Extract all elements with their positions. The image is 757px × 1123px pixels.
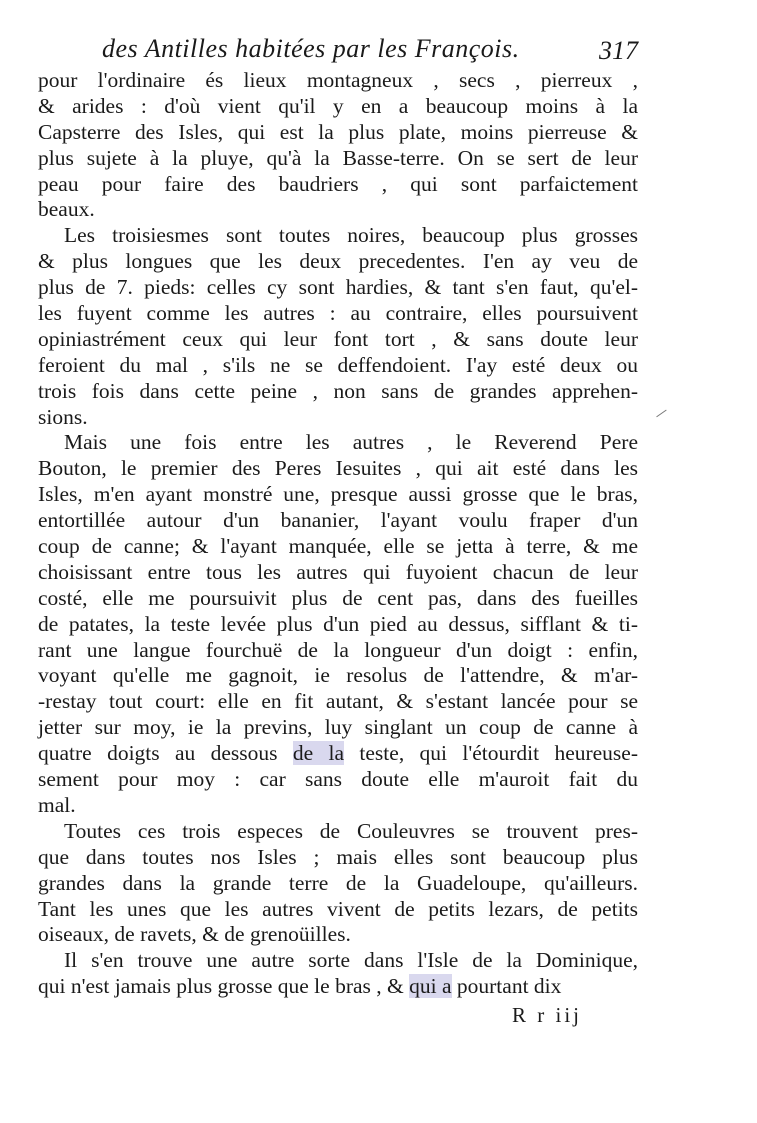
page-number: 317: [599, 36, 638, 65]
text-block: [38, 26, 638, 1000]
body-text: [38, 68, 638, 1000]
text-line: voyant qu'elle me gagnoit, ie resolus de l'attendre, & m'ar-: [38, 663, 638, 688]
text-line: Isles, m'en ayant monstré une, presque aussi grosse que le bras,: [38, 482, 638, 507]
text-line: de patates, la teste levée plus d'un pied au dessus, sifflant & ti-: [38, 611, 638, 636]
text-line: -restay tout court: elle en fit autant, & s'estant lancée pour se: [38, 689, 638, 714]
text-line: que dans toutes nos Isles ; mais elles sont beaucoup plus: [38, 844, 638, 869]
text-line: & arides : d'où vient qu'il y en a beaucoup moins à la: [38, 93, 638, 118]
text-line: sions.: [38, 404, 88, 429]
paragraph: [38, 948, 638, 1000]
paragraph: [38, 223, 638, 430]
text-line: peau pour faire des baudriers , qui sont parfaictement: [38, 171, 638, 196]
paragraph: [38, 430, 638, 818]
line-segment: qui n'est jamais plus grosse que le bras , &: [38, 974, 410, 999]
running-head: des Antilles habitées par les François.: [102, 34, 520, 63]
text-line: Il s'en trouve une autre sorte dans l'Isle de la Dominique,: [64, 948, 638, 973]
text-line: mal.: [38, 792, 76, 817]
text-line: plus de 7. pieds: celles cy sont hardies, & tant s'en faut, qu'el-: [38, 275, 638, 300]
text-line: costé, elle me poursuivit plus de cent pas, dans des fueilles: [38, 585, 638, 610]
text-line: choisissant entre tous les autres qui fuyoient chacun de leur: [38, 559, 638, 584]
text-line: pour l'ordinaire és lieux montagneux , secs , pierreux ,: [38, 68, 638, 92]
text-line: [38, 741, 638, 767]
line-segment: pourtant dix: [451, 974, 562, 999]
text-line: jetter sur moy, ie la previns, luy singlant un coup de canne à: [38, 715, 638, 740]
text-line: opiniastrément ceux qui leur font tort , & sans doute leur: [38, 326, 638, 351]
text-line: entortillée autour d'un bananier, l'ayant voulu fraper d'un: [38, 508, 638, 533]
text-line: coup de canne; & l'ayant manquée, elle se jetta à terre, & me: [38, 534, 638, 559]
text-line: trois fois dans cette peine , non sans de grandes apprehen-: [38, 378, 638, 403]
text-line: Toutes ces trois especes de Couleuvres se trouvent pres-: [64, 818, 638, 843]
text-line: grandes dans la grande terre de la Guadeloupe, qu'ailleurs.: [38, 870, 638, 895]
text-line: plus sujete à la pluye, qu'à la Basse-terre. On se sert de leur: [38, 145, 638, 170]
text-line: oiseaux, de ravets, & de grenoüilles.: [38, 922, 351, 947]
signature-mark: R r iij: [512, 1003, 583, 1027]
text-line: [38, 974, 638, 1000]
text-line: Les troisiesmes sont toutes noires, beaucoup plus grosses: [64, 223, 638, 248]
line-segment: quatre doigts au dessous: [38, 741, 293, 766]
margin-mark: [649, 400, 666, 418]
text-line: feroient du mal , s'ils ne se deffendoient. I'ay esté deux ou: [38, 352, 638, 377]
text-line: Mais une fois entre les autres , le Reverend Pere: [64, 430, 638, 455]
line-segment: teste, qui l'étourdit heureuse-: [344, 741, 639, 766]
text-line: Capsterre des Isles, qui est la plus plate, moins pierreuse &: [38, 119, 638, 144]
text-line: sement pour moy : car sans doute elle m'auroit fait du: [38, 767, 638, 792]
text-line: les fuyent comme les autres : au contraire, elles poursuivent: [38, 301, 638, 326]
text-line: rant une langue fourchuë de la longueur d'un doigt : enfin,: [38, 637, 638, 662]
text-line: Bouton, le premier des Peres Iesuites , qui ait esté dans les: [38, 456, 638, 481]
paragraph: [38, 819, 638, 948]
paragraph: [38, 68, 638, 223]
highlighted-text: qui a: [409, 974, 452, 999]
text-line: Tant les unes que les autres vivent de petits lezars, de petits: [38, 896, 638, 921]
text-line: beaux.: [38, 197, 95, 222]
page-header: [38, 26, 638, 68]
text-line: & plus longues que les deux precedentes. I'en ay veu de: [38, 249, 638, 274]
highlighted-text: de la: [292, 741, 345, 766]
